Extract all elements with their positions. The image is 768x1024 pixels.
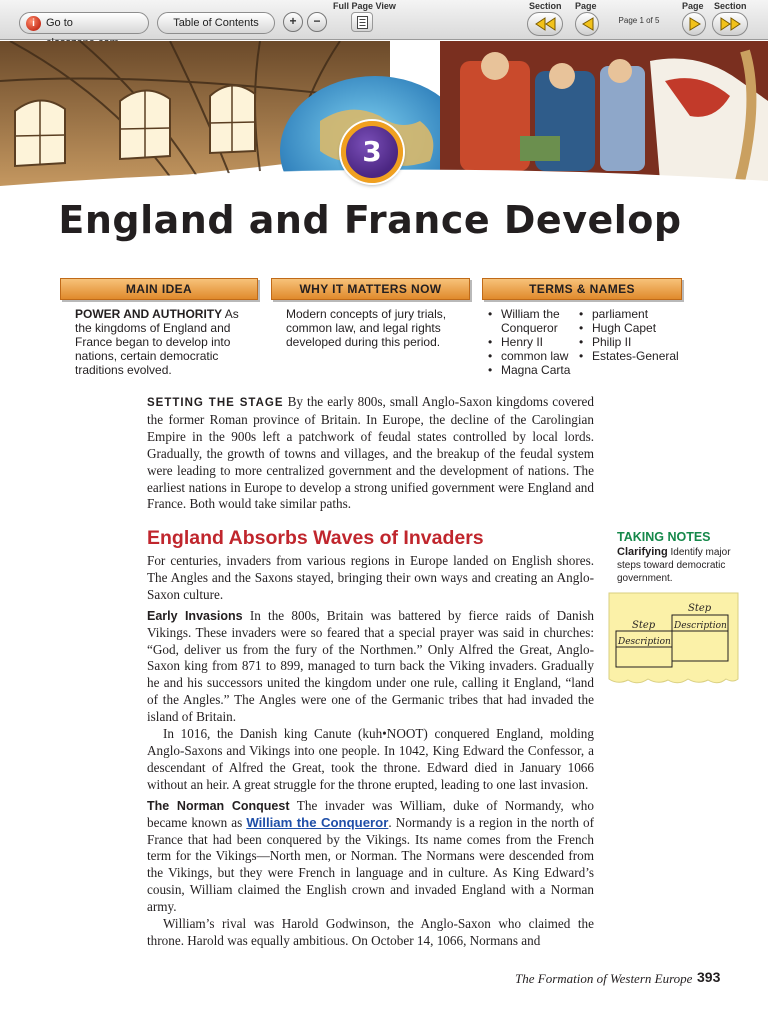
term-item[interactable]: • Magna Carta: [488, 363, 574, 377]
double-left-arrow-icon: [535, 17, 557, 31]
page-icon: [357, 16, 368, 29]
term-item[interactable]: • common law: [488, 349, 574, 363]
full-page-view-label: Full Page View: [333, 1, 396, 11]
book-title-footer: The Formation of Western Europe: [515, 971, 693, 986]
term-item[interactable]: • parliament: [579, 307, 689, 321]
main-idea-header: MAIN IDEA: [60, 278, 258, 300]
norman-conquest-text-end: . Normandy is a region in the north of France that had been conquered by the Vikings. Its name comes from the French term for the Vikings—North men, or Norman. The Normans were descended from the Vikings, but they were French in language and in culture. As King Edward’s cousin, William claimed the English crown and invaded England with a Norman army.: [147, 814, 594, 915]
page-number: 393: [697, 969, 721, 985]
norman-conquest-subhead: The Norman Conquest: [147, 798, 290, 813]
early-invasions-subhead: Early Invasions: [147, 608, 243, 623]
intro-paragraph: For centuries, invaders from various regions in Europe landed on English shores. The Angles and the Saxons stayed, bringing their own ways and creating an Anglo-Saxon culture.: [147, 553, 594, 602]
taking-notes-title: TAKING NOTES: [617, 530, 711, 544]
section-back-label: Section: [529, 1, 562, 11]
norman-conquest-paragraph: [147, 798, 594, 916]
main-idea-body: As the kingdoms of England and France began to develop into nations, certain democratic traditions evolved.: [75, 307, 239, 377]
section-heading: England Absorbs Waves of Invaders: [147, 527, 484, 549]
why-it-matters-header: WHY IT MATTERS NOW: [271, 278, 470, 300]
classzone-link-button[interactable]: [19, 12, 149, 34]
page-indicator: Page 1 of 5: [618, 16, 660, 25]
previous-page-button[interactable]: [575, 12, 599, 36]
page-back-label: Page: [575, 1, 597, 11]
canute-paragraph: In 1016, the Danish king Canute (kuh•NOOT) conquered England, molding Anglo-Saxons and Vikings into one people. In 1042, King Edward the Confessor, a descendant of Alfred the Great, took the throne. Edward died in January 1066 without an heir. A great struggle for the throne erupted, leading to one last invasion.: [147, 726, 594, 792]
table-of-contents-label: Table of Contents: [173, 17, 259, 29]
term-item[interactable]: • Estates-General: [579, 349, 689, 363]
main-idea-theme: POWER AND AUTHORITY: [75, 307, 223, 321]
previous-section-button[interactable]: [527, 12, 563, 36]
next-section-button[interactable]: [712, 12, 748, 36]
main-idea-text: [75, 307, 241, 377]
william-the-conqueror-link[interactable]: William the Conqueror: [246, 814, 389, 830]
term-item[interactable]: • William the Conqueror: [488, 307, 574, 335]
taking-notes-instructions: [617, 546, 741, 585]
next-page-button[interactable]: [682, 12, 706, 36]
taking-notes-skill: Clarifying: [617, 546, 668, 558]
term-item[interactable]: • Philip II: [579, 335, 689, 349]
zoom-in-icon[interactable]: +: [283, 12, 303, 32]
section-number-badge: 3: [341, 121, 403, 183]
double-right-arrow-icon: [720, 17, 742, 31]
early-invasions-paragraph: [147, 608, 594, 726]
taking-notes-instruction-text: Identify major steps toward democratic government.: [617, 547, 731, 584]
harold-paragraph: William’s rival was Harold Godwinson, the Anglo-Saxon who claimed the throne. Harold was equally ambitious. On October 14, 1066, Normans and: [147, 916, 594, 948]
why-it-matters-text: Modern concepts of jury trials, common law, and legal rights developed during this period.: [286, 307, 447, 349]
terms-names-header: TERMS & NAMES: [482, 278, 682, 300]
classzone-link-label: Go to: [46, 17, 73, 29]
chapter-banner-illustration: [0, 41, 768, 197]
reader-toolbar: [0, 0, 768, 40]
main-body-text: [147, 553, 594, 950]
setting-the-stage-label: SETTING THE STAGE: [147, 397, 284, 409]
organizer-step-label-2: Step: [688, 603, 712, 614]
setting-the-stage-text: By the early 800s, small Anglo-Saxon kingdoms covered the former Roman province of Britain. In Europe, the decline of the Carolingian Empire in the 900s left a patchwork of feudal states controlled by local lords. Gradually, the growth of towns and villages, and the breakup of the feudal system were leading to more centralized government and the development of nations. The earliest nations in Europe to develop a strong unified government were England and France. Both would take similar paths.: [147, 394, 594, 512]
term-item[interactable]: • Henry II: [488, 335, 574, 349]
organizer-step-label-1: Step: [632, 620, 656, 631]
organizer-description-label-2: Description: [674, 621, 727, 631]
full-page-view-button[interactable]: [351, 12, 373, 32]
setting-the-stage-paragraph: [147, 394, 594, 513]
terms-list-left: [488, 307, 574, 377]
zoom-out-icon[interactable]: −: [307, 12, 327, 32]
organizer-description-label-1: Description: [618, 637, 671, 647]
section-forward-label: Section: [714, 1, 747, 11]
term-item[interactable]: • Hugh Capet: [579, 321, 689, 335]
left-arrow-icon: [582, 17, 594, 31]
classzone-logo-icon: i: [26, 16, 41, 31]
page-title: England and France Develop: [58, 198, 682, 242]
right-arrow-icon: [689, 17, 701, 31]
page-forward-label: Page: [682, 1, 704, 11]
table-of-contents-button[interactable]: [157, 12, 275, 34]
early-invasions-text: In the 800s, Britain was battered by fierce raids of Danish Vikings. These invaders were so feared that a special prayer was said in churches: “God, deliver us from the fury of the Northmen.” Only Alfred the Great, Anglo-Saxon king from 871 to 899, managed to turn back the Viking invaders. Gradually he and his successors united the kingdom under one rule, calling it England, “land of the Angles.” The Angles were one of the Germanic tribes that had invaded the island of Britain.: [147, 607, 594, 725]
norman-conquest-text-start: The invader was William, duke of Normandy, who became known as: [147, 797, 594, 830]
taking-notes-organizer: [608, 591, 740, 692]
terms-list-right: [579, 307, 689, 363]
